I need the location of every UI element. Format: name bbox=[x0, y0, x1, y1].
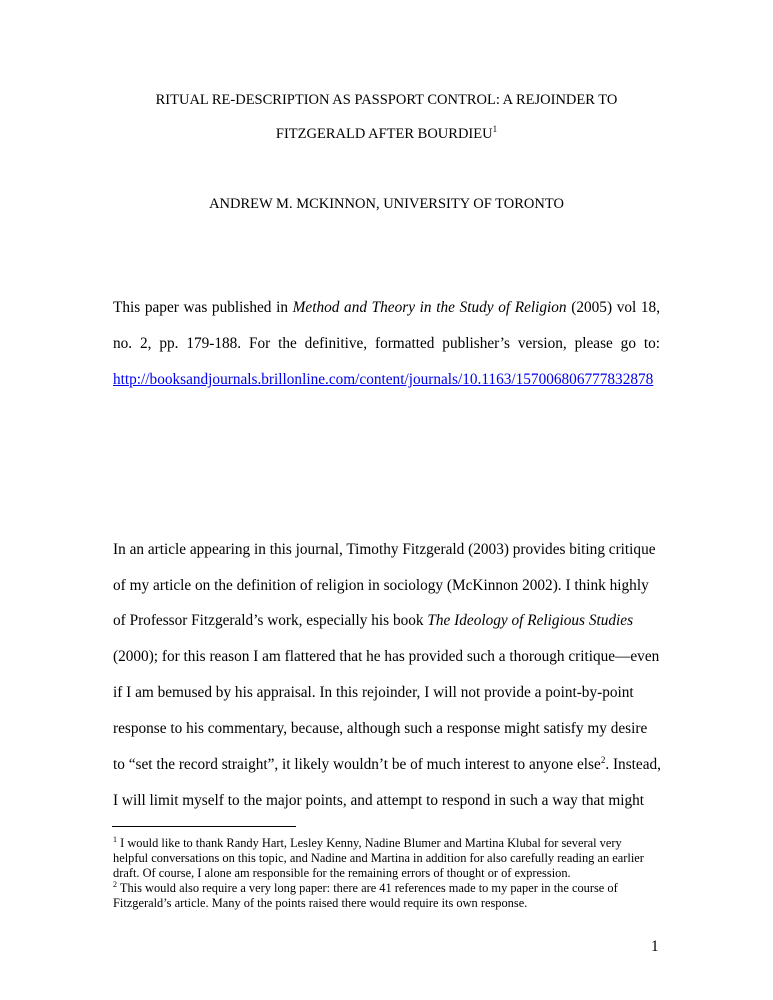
footnote-2-line-1: $^2$ This would also require a very long paper: there are 41 references made to my paper in the course of bbox=[113, 879, 618, 895]
title-line-1: RITUAL RE-DESCRIPTION AS PASSPORT CONTROL: A REJOINDER TO bbox=[155, 92, 618, 108]
footnote-1-line-2: helpful conversations on this topic, and Nadine and Martina in addition for also carefully reading an earlier bbox=[113, 851, 644, 865]
journal-title: Method and Theory in the Study of Religion bbox=[292, 299, 567, 316]
footnote-separator bbox=[112, 826, 296, 827]
book-title: The Ideology of Religious Studies bbox=[427, 612, 634, 629]
footnote-ref-2[interactable]: 2 bbox=[600, 754, 606, 765]
body-line-5: if I am bemused by his appraisal. In this rejoinder, I will not provide a point-by-point bbox=[113, 684, 634, 701]
body-line-4: (2000); for this reason I am flattered that he has provided such a thorough critique—even bbox=[113, 648, 660, 665]
publication-line-2: no. 2, pp. 179-188. For the definitive, formatted publisher’s version, please go to: bbox=[113, 335, 660, 352]
body-line-1: In an article appearing in this journal, Timothy Fitzgerald (2003) provides biting critique bbox=[113, 541, 656, 558]
page-number: 1 bbox=[651, 938, 659, 955]
footnote-ref-1[interactable]: 1 bbox=[492, 124, 498, 135]
publication-url-line bbox=[113, 371, 653, 389]
footnote-1-line-3: draft. Of course, I alone am responsible for the remaining errors of thought or of expression. bbox=[113, 866, 571, 880]
publisher-url-link[interactable]: http://booksandjournals.brillonline.com/content/journals/10.1163/157006806777832878 bbox=[113, 371, 654, 388]
publication-line-1: This paper was published in Method and Theory in the Study of Religion (2005) vol 18, bbox=[113, 299, 661, 316]
footnote-2-line-2: Fitzgerald’s article. Many of the points raised there would require its own response. bbox=[113, 896, 528, 910]
body-line-8: I will limit myself to the major points, and attempt to respond in such a way that might bbox=[113, 792, 645, 809]
body-line-3: of Professor Fitzgerald’s work, especially his book The Ideology of Religious Studies bbox=[113, 612, 634, 629]
body-line-7: to “set the record straight”, it likely wouldn’t be of much interest to anyone else$^2$. Instead, bbox=[113, 754, 661, 773]
title-line-2: FITZGERALD AFTER BOURDIEU$^1$ bbox=[275, 124, 498, 142]
footnote-1-mark: 1 bbox=[113, 834, 117, 844]
footnote-2-mark: 2 bbox=[113, 879, 117, 889]
footnote-1-line-1: $^1$ I would like to thank Randy Hart, Lesley Kenny, Nadine Blumer and Martina Klubal for several very bbox=[113, 834, 622, 850]
body-line-2: of my article on the definition of religion in sociology (McKinnon 2002). I think highly bbox=[113, 577, 649, 594]
body-line-6: response to his commentary, because, although such a response might satisfy my desire bbox=[113, 720, 648, 737]
author-line: ANDREW M. MCKINNON, UNIVERSITY OF TORONTO bbox=[209, 196, 564, 212]
